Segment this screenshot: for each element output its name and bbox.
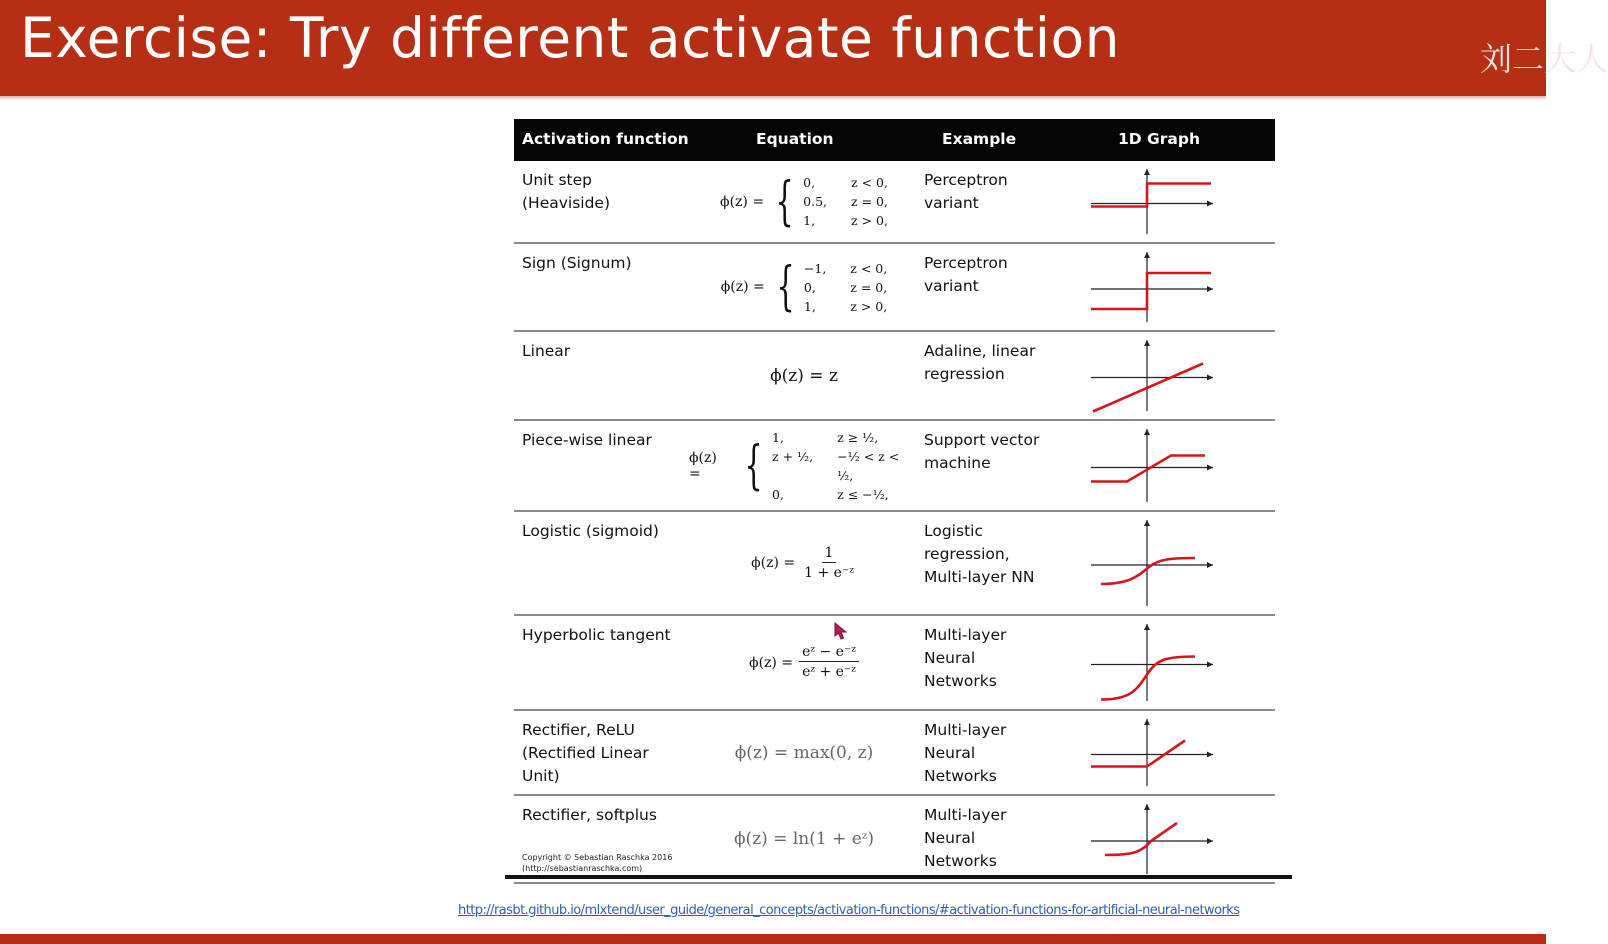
activation-curve xyxy=(1091,741,1185,767)
equation: ϕ(z) = max(0, z) xyxy=(734,742,874,763)
slide-author: 刘二大人 xyxy=(1480,41,1608,77)
equation xyxy=(689,616,919,709)
activation-name: Linear xyxy=(522,342,571,360)
case-condition: z ≤ −½, xyxy=(837,486,889,502)
table-row xyxy=(514,711,1275,796)
example-text: Support vector machine xyxy=(924,431,1040,472)
equation-fraction xyxy=(801,544,857,583)
example-text: Adaline, linear regression xyxy=(924,342,1036,383)
brace-symbol: { xyxy=(744,435,763,496)
table-row xyxy=(514,512,1275,616)
example-text: Perceptron variant xyxy=(924,254,1008,295)
graph-axes xyxy=(1091,169,1213,234)
case-value: 1, xyxy=(803,213,816,228)
case-condition: z ≥ ½, xyxy=(837,429,879,445)
equation-cases xyxy=(772,428,919,504)
brace-symbol: { xyxy=(776,257,795,317)
activation-graph xyxy=(1084,244,1224,330)
equation: ϕ(z) = ln(1 + eᶻ) xyxy=(733,829,875,849)
equation-lhs: ϕ(z) = xyxy=(720,279,765,295)
equation xyxy=(689,244,919,330)
case-condition: −½ < z < ½, xyxy=(837,448,900,483)
footer-bar xyxy=(0,934,1546,944)
table-bottom-rule xyxy=(505,875,1292,879)
activation-graph xyxy=(1084,161,1224,242)
case-condition: z = 0, xyxy=(851,194,888,209)
activation-name: Piece-wise linear xyxy=(522,431,652,449)
table-row xyxy=(514,616,1275,711)
table-row xyxy=(514,332,1275,421)
activation-graph xyxy=(1084,512,1224,614)
activation-graph xyxy=(1084,711,1224,794)
axis-arrowheads xyxy=(1144,719,1213,758)
source-link[interactable]: http://rasbt.github.io/mlxtend/user_guide/general_concepts/activation-functions/#activation-functions-for-artificial-neural-networks xyxy=(458,903,1240,918)
activation-graph xyxy=(1084,616,1224,709)
graph-axes xyxy=(1091,624,1213,701)
copyright-text: Copyright © Sebastian Raschka 2016 (http://sebastianraschka.com) xyxy=(522,853,673,873)
example-text: Logistic regression, Multi-layer NN xyxy=(924,522,1035,586)
activation-graph xyxy=(1084,421,1224,510)
slide-title: Exercise: Try different activate function xyxy=(20,6,1121,70)
brace-symbol: { xyxy=(775,171,794,232)
case-condition: z = 0, xyxy=(850,279,888,295)
graph-axes xyxy=(1091,719,1213,786)
activation-graph xyxy=(1084,796,1224,882)
equation: ϕ(z) = z xyxy=(770,365,838,386)
equation-cases xyxy=(804,259,887,316)
case-value: 0, xyxy=(803,175,816,190)
table-row xyxy=(514,161,1275,244)
table-row xyxy=(514,421,1275,512)
case-value: z + ½, xyxy=(772,448,814,464)
activation-curve xyxy=(1101,657,1195,700)
equation-lhs: ϕ(z) = xyxy=(689,449,717,482)
activation-curve xyxy=(1093,364,1203,412)
equation-lhs: ϕ(z) = xyxy=(751,555,796,571)
case-value: 1, xyxy=(803,298,816,314)
example-text: Multi-layer Neural Networks xyxy=(924,626,1007,690)
activation-name: Hyperbolic tangent xyxy=(522,626,671,644)
case-condition: z > 0, xyxy=(850,298,888,314)
activation-name: Unit step (Heaviside) xyxy=(522,171,611,212)
fraction-numerator: 1 xyxy=(822,544,837,563)
case-condition: z < 0, xyxy=(851,175,888,190)
table-header xyxy=(514,119,1275,161)
case-value: −1, xyxy=(803,260,827,276)
equation xyxy=(689,161,919,242)
activation-table xyxy=(514,119,1275,884)
example-text: Multi-layer Neural Networks xyxy=(924,721,1007,785)
activation-name: Rectifier, ReLU (Rectified Linear Unit) xyxy=(522,721,649,785)
mouse-cursor-icon xyxy=(834,622,850,642)
activation-curve xyxy=(1091,273,1211,309)
header-activation-function: Activation function xyxy=(522,130,689,148)
header-shadow xyxy=(0,96,1546,100)
graph-axes xyxy=(1091,520,1213,606)
table-row xyxy=(514,244,1275,332)
activation-name: Logistic (sigmoid) xyxy=(522,522,659,540)
equation-lhs: ϕ(z) = xyxy=(749,654,794,671)
case-value: 0, xyxy=(803,279,816,295)
case-condition: z > 0, xyxy=(851,213,888,228)
header-1d-graph: 1D Graph xyxy=(1118,130,1201,148)
activation-curve xyxy=(1101,558,1195,584)
axis-arrowheads xyxy=(1144,520,1213,568)
slide-header xyxy=(0,0,1608,96)
axis-arrowheads xyxy=(1144,624,1213,668)
equation xyxy=(689,421,919,510)
activation-name: Sign (Signum) xyxy=(522,254,632,272)
header-equation: Equation xyxy=(756,130,834,148)
fraction-numerator: eᶻ − e⁻ᶻ xyxy=(799,643,859,662)
axis-arrowheads xyxy=(1144,169,1213,207)
case-value: 0.5, xyxy=(803,194,828,209)
case-condition: z < 0, xyxy=(850,260,888,276)
activation-graph xyxy=(1084,332,1224,419)
equation-lhs: ϕ(z) = xyxy=(720,193,765,210)
graph-axes xyxy=(1091,340,1213,411)
activation-curve xyxy=(1091,456,1205,482)
example-text: Multi-layer Neural Networks xyxy=(924,806,1007,870)
equation-fraction xyxy=(799,643,859,682)
activation-curve xyxy=(1105,823,1177,855)
case-value: 0, xyxy=(772,486,784,502)
activation-name: Rectifier, softplus xyxy=(522,806,657,824)
equation xyxy=(689,512,919,614)
fraction-denominator: eᶻ + e⁻ᶻ xyxy=(802,664,856,680)
fraction-denominator: 1 + e⁻ᶻ xyxy=(804,564,854,581)
header-example: Example xyxy=(942,130,1017,148)
equation-cases xyxy=(803,173,888,230)
example-text: Perceptron variant xyxy=(924,171,1008,212)
case-value: 1, xyxy=(772,429,784,445)
table-row xyxy=(514,796,1275,884)
graph-axes xyxy=(1091,252,1213,322)
